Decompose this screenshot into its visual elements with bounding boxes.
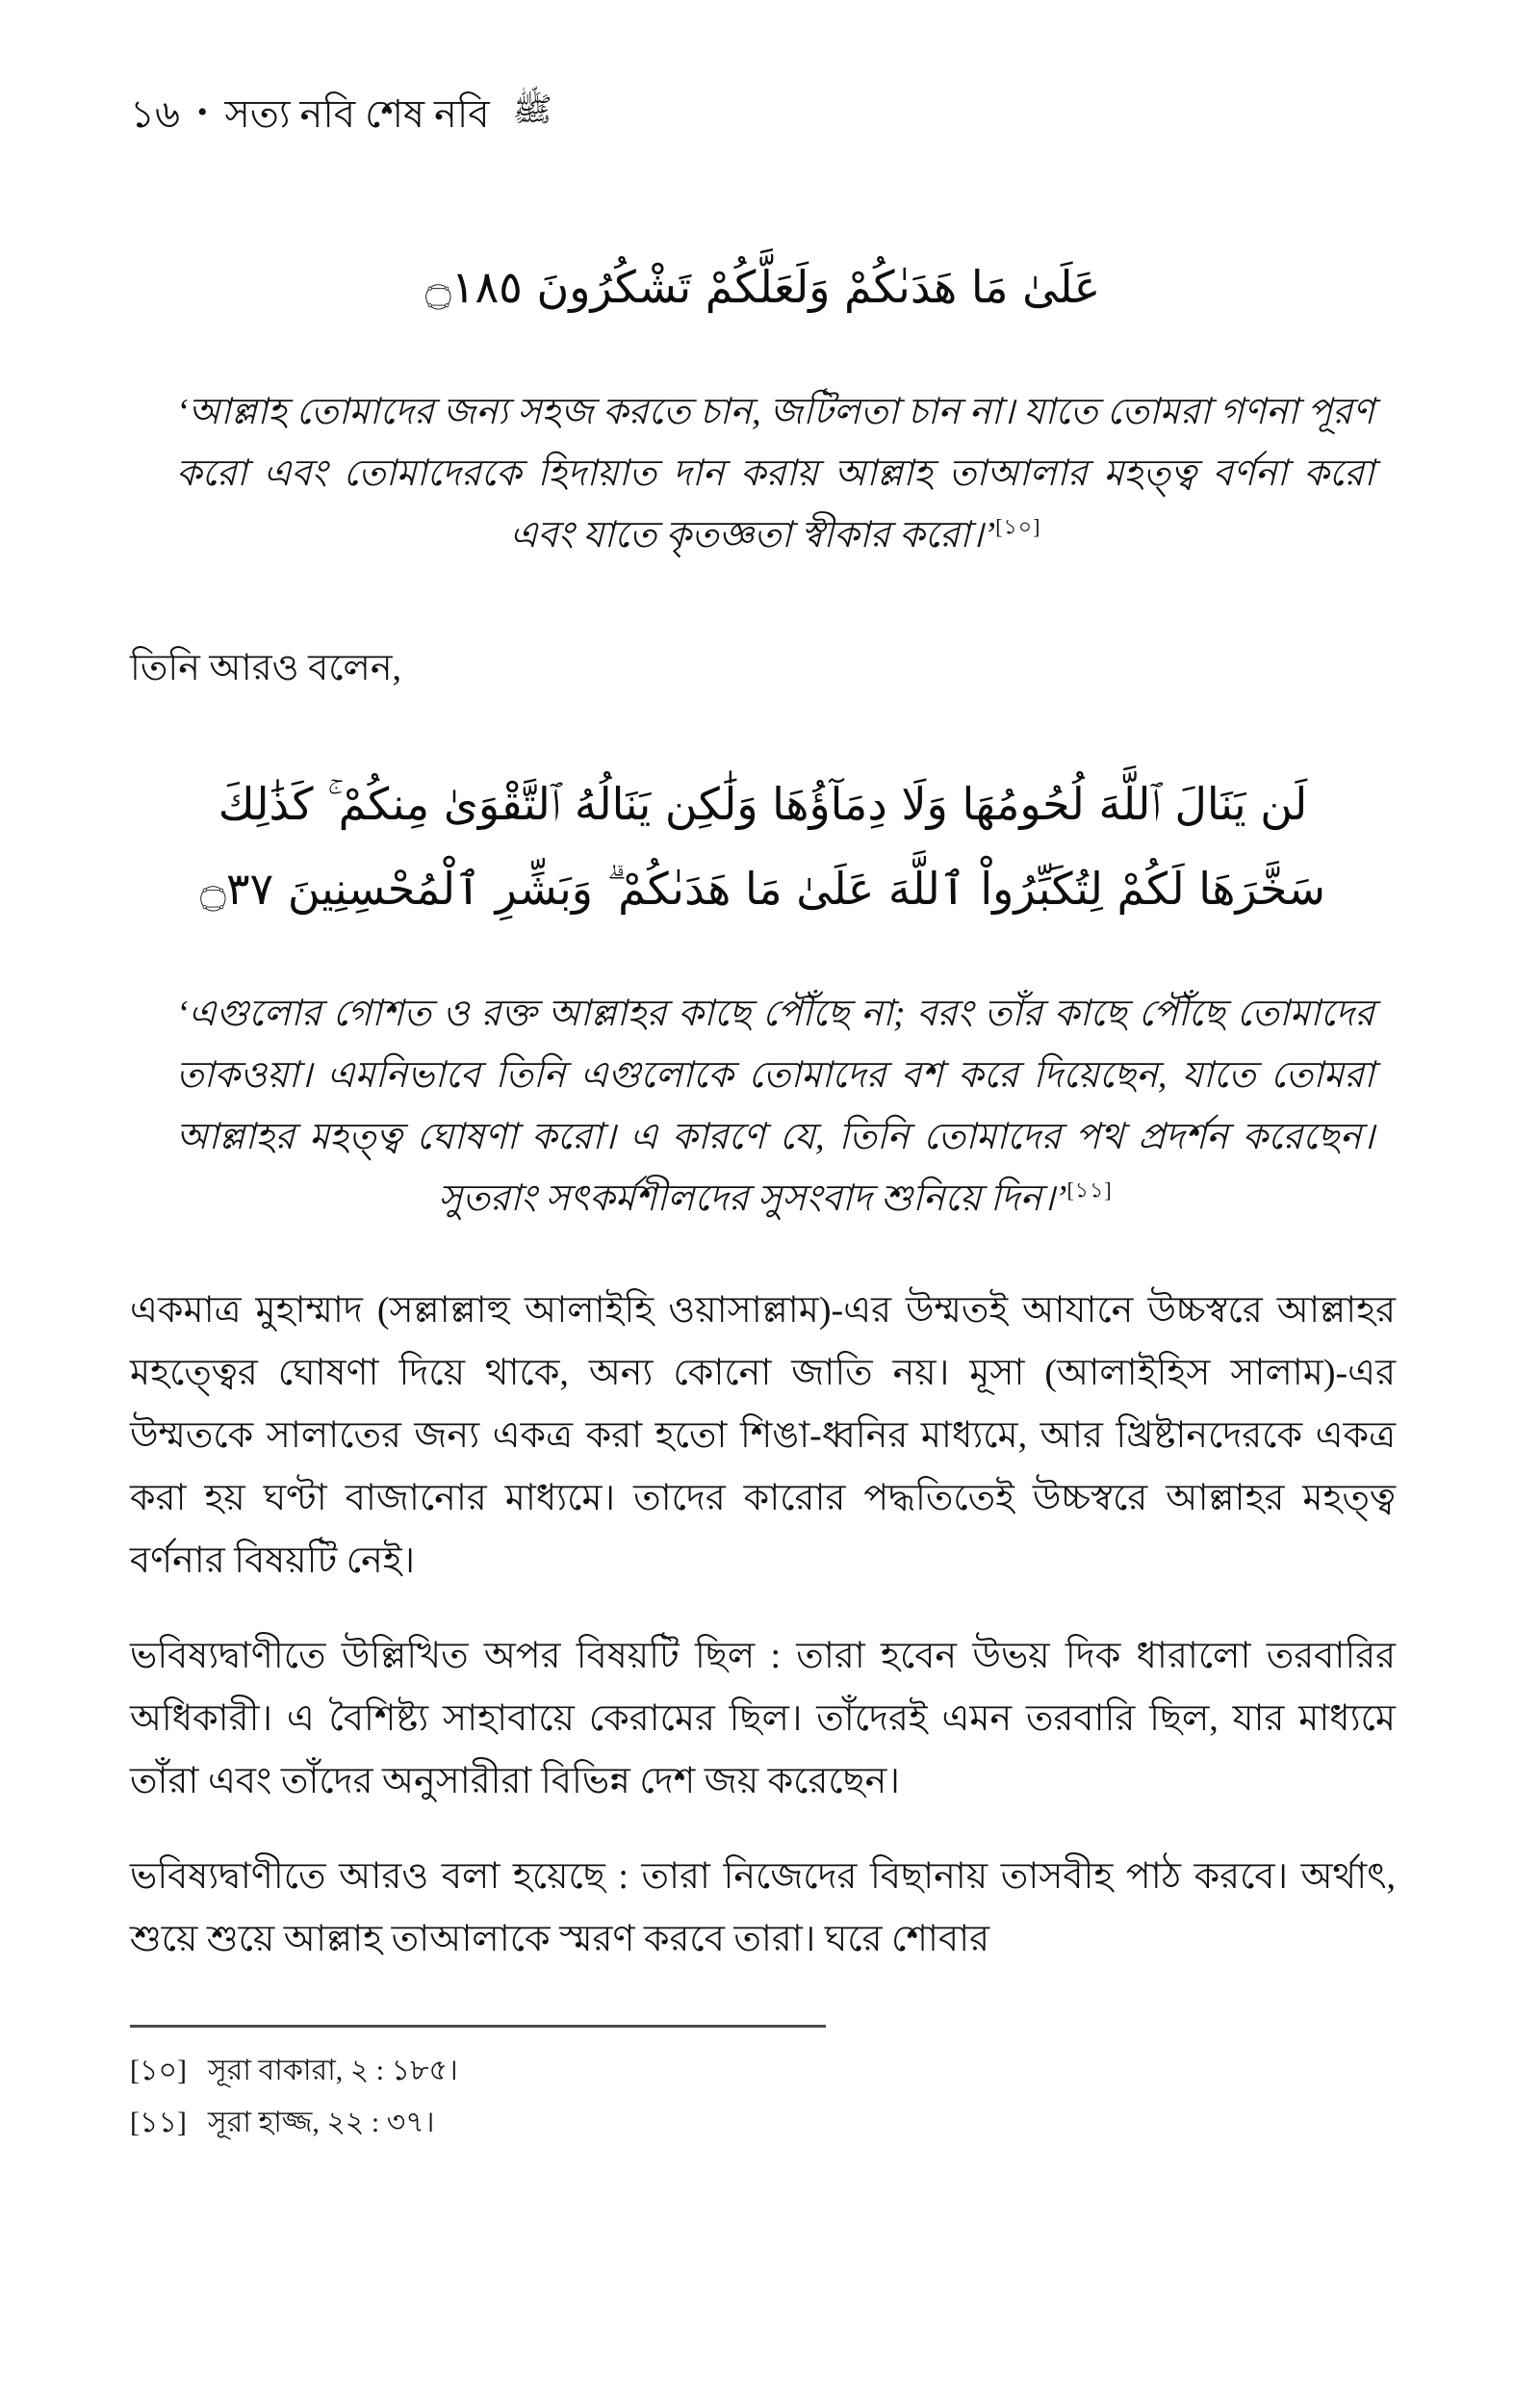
footnote-marker: [১১] <box>130 2107 187 2139</box>
lead-in-text: তিনি আরও বলেন, <box>130 648 402 689</box>
arabic-verse-1 <box>130 246 1396 329</box>
arabic-verse-2-line-2: سَخَّرَهَا لَكُمْ لِتُكَبِّرُواْ ٱللَّهَ عَلَىٰ مَا هَدَىٰكُمْ ۗ وَبَشِّرِ ٱلْمُحْسِنِينَ ۝٣٧ <box>199 862 1326 915</box>
verse-1-translation <box>176 381 1374 566</box>
footnote-text: সূরা বাকারা, ২ : ১৮৫। <box>207 2055 458 2087</box>
footnote-marker: [১০] <box>130 2055 187 2087</box>
body-paragraph-1: একমাত্র মুহাম্মাদ (সল্লাল্লাহু আলাইহি ওয়াসাল্লাম)-এর উম্মতই আযানে উচ্চস্বরে আল্লাহর মহত্ত্বের ঘোষণা দিয়ে থাকে, অন্য কোনো জাতি নয়। মূসা (আলাইহিস সালাম)-এর উম্মতকে সালাতের জন্য একত্র করা হতো শিঙা-ধ্বনির মাধ্যমে, আর খ্রিষ্টানদেরকে একত্র করা হয় ঘণ্টা বাজানোর মাধ্যমে। তাদের কারোর পদ্ধতিতেই উচ্চস্বরে আল্লাহর মহত্ত্ব বর্ণনার বিষয়টি নেই। <box>130 1290 1396 1582</box>
footnote-item-10 <box>130 2045 1396 2097</box>
body-paragraph-2: ভবিষ্যদ্বাণীতে উল্লিখিত অপর বিষয়টি ছিল : তারা হবেন উভয় দিক ধারালো তরবারির অধিকারী। এ বৈশিষ্ট্য সাহাবায়ে কেরামের ছিল। তাঁদেরই এমন তরবারি ছিল, যার মাধ্যমে তাঁরা এবং তাঁদের অনুসারীরা বিভিন্ন দেশ জয় করেছেন। <box>130 1636 1396 1802</box>
arabic-verse-1-line: عَلَىٰ مَا هَدَىٰكُمْ وَلَعَلَّكُمْ تَشْكُرُونَ ۝١٨٥ <box>424 261 1101 313</box>
footnote-ref-11: [১১] <box>1066 1178 1113 1203</box>
running-head <box>130 91 1396 138</box>
footnote-item-11 <box>130 2097 1396 2149</box>
page-number: ১৬ <box>130 92 180 136</box>
book-title: সত্য নবি শেষ নবি <box>224 92 490 136</box>
arabic-verse-2 <box>130 763 1396 931</box>
footnote-text: সূরা হাজ্জ, ২২ : ৩৭। <box>207 2107 435 2139</box>
footnote-ref-10: [১০] <box>995 514 1041 539</box>
footnote-divider <box>130 2025 826 2028</box>
bullet-separator: • <box>196 96 208 128</box>
arabic-verse-2-line-1: لَن يَنَالَ ٱللَّهَ لُحُومُهَا وَلَا دِمَآؤُهَا وَلَٰكِن يَنَالُهُ ٱلتَّقْوَىٰ مِنكُمْ ۚ كَذَٰلِكَ <box>218 778 1308 831</box>
verse-2-translation-text: ‘এগুলোর গোশত ও রক্ত আল্লাহর কাছে পৌঁছে না; বরং তাঁর কাছে পৌঁছে তোমাদের তাকওয়া। এমনিভাবে তিনি এগুলোকে তোমাদের বশ করে দিয়েছেন, যাতে তোমরা আল্লাহর মহত্ত্ব ঘোষণা করো। এ কারণে যে, তিনি তোমাদের পথ প্রদর্শন করেছেন। সুতরাং সৎকর্মশীলদের সুসংবাদ শুনিয়ে দিন।’ <box>176 994 1374 1220</box>
pbuh-calligraphy-icon: ﷺ <box>512 91 552 128</box>
verse-2-translation <box>176 983 1374 1229</box>
verse-1-translation-text: ‘আল্লাহ তোমাদের জন্য সহজ করতে চান, জটিলতা চান না। যাতে তোমরা গণনা পূরণ করো এবং তোমাদেরকে হিদায়াত দান করায় আল্লাহ তাআলার মহত্ত্ব বর্ণনা করো এবং যাতে কৃতজ্ঞতা স্বীকার করো।’ <box>176 392 1374 556</box>
body-paragraph-3: ভবিষ্যদ্বাণীতে আরও বলা হয়েছে : তারা নিজেদের বিছানায় তাসবীহ পাঠ করবে। অর্থাৎ, শুয়ে শুয়ে আল্লাহ তাআলাকে স্মরণ করবে তারা। ঘরে শোবার <box>130 1856 1396 1960</box>
footnote-area <box>130 2025 1396 2149</box>
